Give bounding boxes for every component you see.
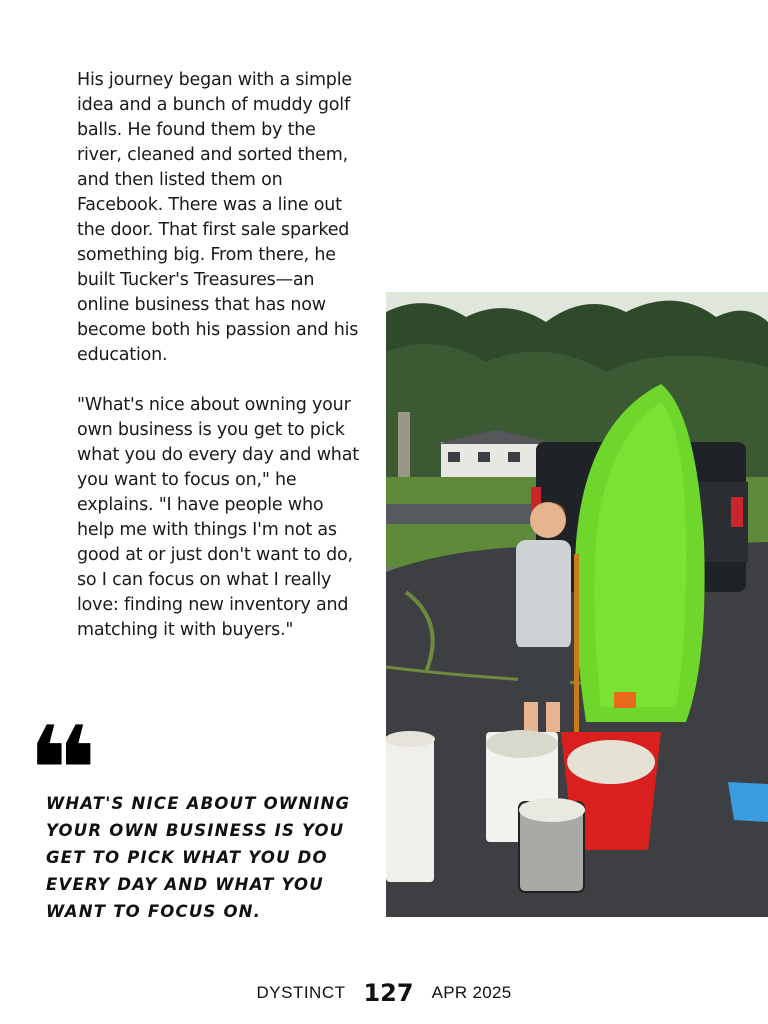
page-number: 127 [363,979,414,1007]
article-paragraph: "What's nice about owning your own business is you get to pick what you do every day and what you want to focus on," he explains. "I have people who help me with things I'm not as good at or just don't want to do, so I can focus on what I really love: finding new inventory and matching it with buyers." [77,395,359,640]
article-photo [386,292,768,917]
issue-date: APR 2025 [431,983,512,1002]
magazine-name: DYSTINCT [256,983,346,1002]
page-footer [0,978,768,1008]
photo-boy-kayak-icon [386,292,768,917]
article-paragraph: His journey began with a simple idea and a bunch of muddy golf balls. He found them by the river, cleaned and sorted them, and then listed them on Facebook. There was a line out the door. That first sale sparked something big. From there, he built Tucker's Treasures—an online business that has now become both his passion and his education. [77,70,359,365]
pull-quote: WHAT'S NICE ABOUT OWNING YOUR OWN BUSINESS IS YOU GET TO PICK WHAT YOU DO EVERY DAY AND WHAT YOU WANT TO FOCUS ON. [46,794,351,921]
article-body [77,68,362,668]
quote-mark-icon: ❝ [27,702,92,841]
